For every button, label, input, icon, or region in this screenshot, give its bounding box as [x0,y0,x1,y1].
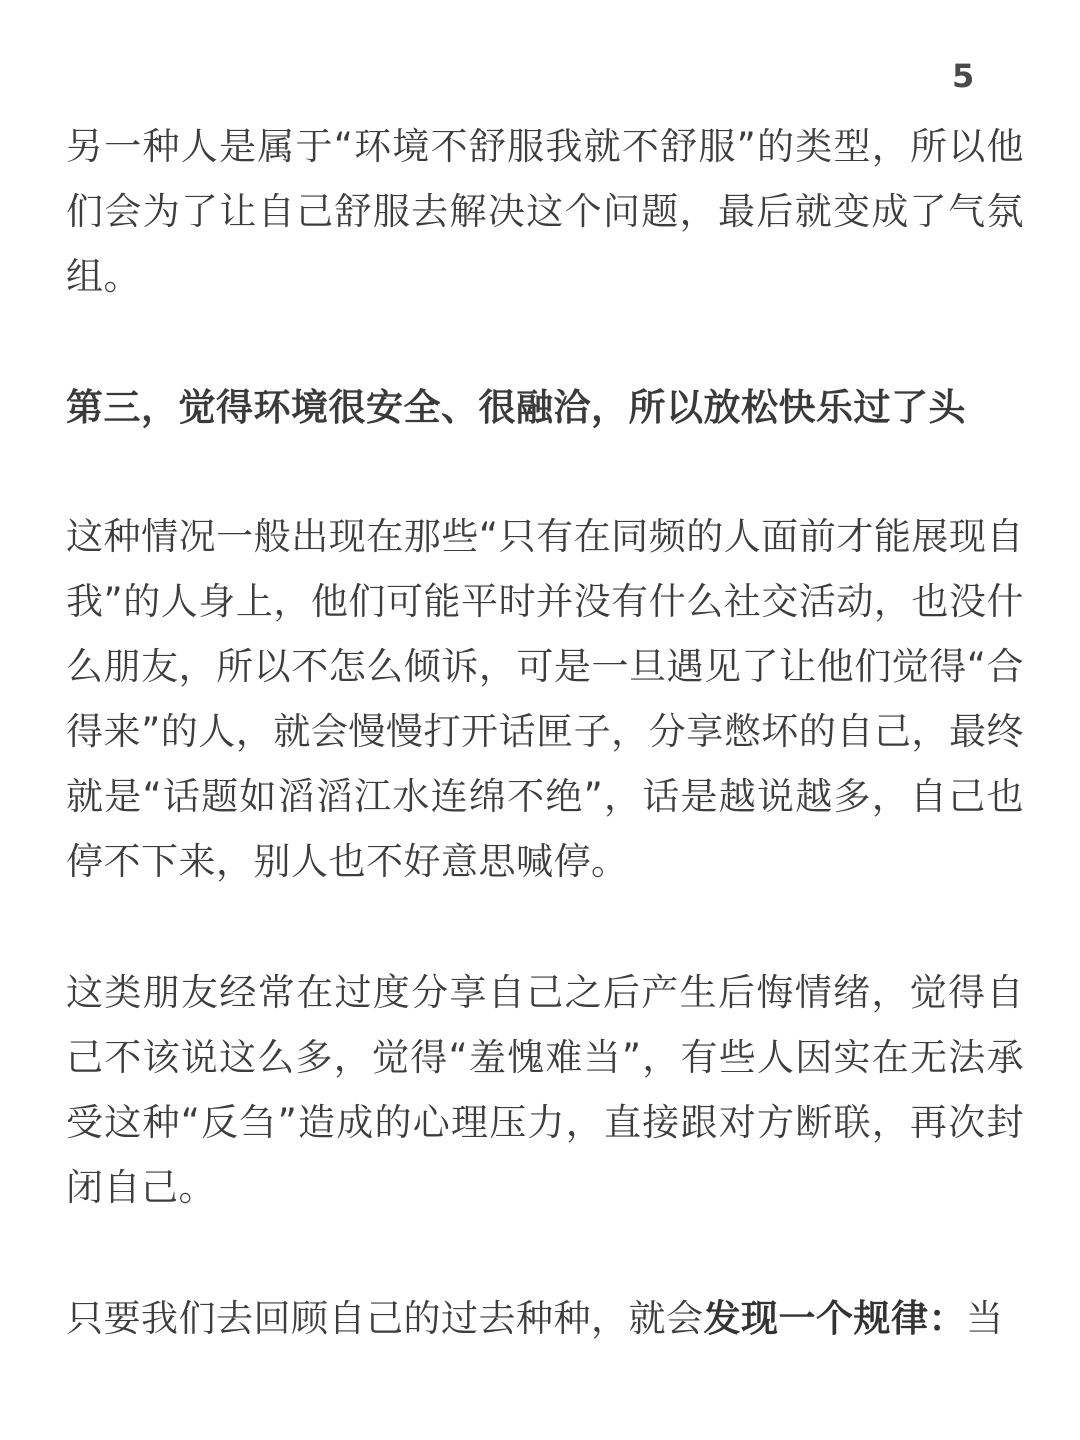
paragraph-4-tail: 当 [966,1297,1004,1340]
paragraph-4-bold: 发现一个规律： [703,1297,966,1340]
paragraph-2: 这种情况一般出现在那些“只有在同频的人面前才能展现自我”的人身上，他们可能平时并没有什么社交活动，也没什么朋友，所以不怎么倾诉，可是一旦遇见了让他们觉得“合得来”的人，就会慢慢打开话匣子，分享憋坏的自己，最终就是“话题如滔滔江水连绵不绝”，话是越说越多，自己也停不下来，别人也不好意思喊停。 [66,515,1024,883]
page-number: 5 [952,57,975,95]
paragraph-3: 这类朋友经常在过度分享自己之后产生后悔情绪，觉得自己不该说这么多，觉得“羞愧难当”，有些人因实在无法承受这种“反刍”造成的心理压力，直接跟对方断联，再次封闭自己。 [66,971,1024,1209]
section-heading: 第三，觉得环境很安全、很融洽，所以放松快乐过了头 [66,386,966,429]
article-body [66,114,1024,1351]
paragraph-4 [66,1286,1024,1351]
paragraph-1: 另一种人是属于“环境不舒服我就不舒服”的类型，所以他们会为了让自己舒服去解决这个问题，最后就变成了气氛组。 [66,125,1024,298]
paragraph-4-text: 只要我们去回顾自己的过去种种，就会 [66,1297,704,1340]
